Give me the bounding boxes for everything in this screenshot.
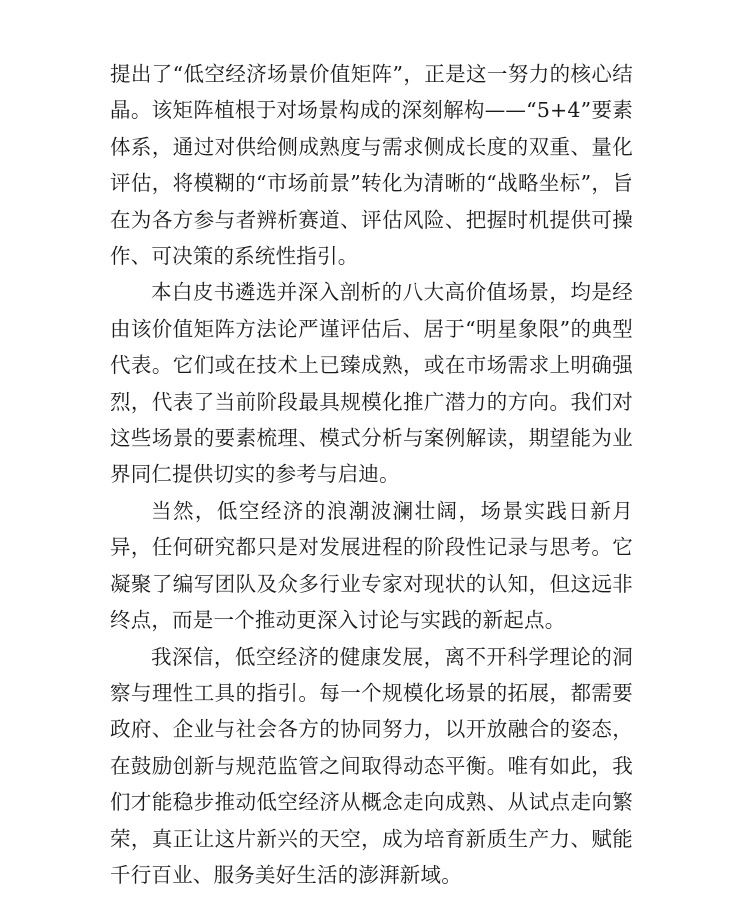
paragraph-1: 提出了“低空经济场景价值矩阵”，正是这一努力的核心结晶。该矩阵植根于对场景构成的深刻解构——“5+4”要素体系，通过对供给侧成熟度与需求侧成长度的双重、量化评估，将模糊的“市场前景”转化为清晰的“战略坐标”，旨在为各方参与者辨析赛道、评估风险、把握时机提供可操作、可决策的系统性指引。: [110, 62, 633, 269]
paragraph-3: 当然，低空经济的浪潮波澜壮阔，场景实践日新月异，任何研究都只是对发展进程的阶段性记录与思考。它凝聚了编写团队及众多行业专家对现状的认知，但这远非终点，而是一个推动更深入讨论与实践的新起点。: [110, 498, 633, 633]
paragraph-4: 我深信，低空经济的健康发展，离不开科学理论的洞察与理性工具的指引。每一个规模化场景的拓展，都需要政府、企业与社会各方的协同努力，以开放融合的姿态，在鼓励创新与规范监管之间取得动态平衡。唯有如此，我们才能稳步推动低空经济从概念走向成熟、从试点走向繁荣，真正让这片新兴的天空，成为培育新质生产力、赋能千行百业、服务美好生活的澎湃新域。: [110, 644, 633, 887]
paragraph-2: 本白皮书遴选并深入剖析的八大高价值场景，均是经由该价值矩阵方法论严谨评估后、居于“明星象限”的典型代表。它们或在技术上已臻成熟，或在市场需求上明确强烈，代表了当前阶段最具规模化推广潜力的方向。我们对这些场景的要素梳理、模式分析与案例解读，期望能为业界同仁提供切实的参考与启迪。: [110, 280, 633, 487]
